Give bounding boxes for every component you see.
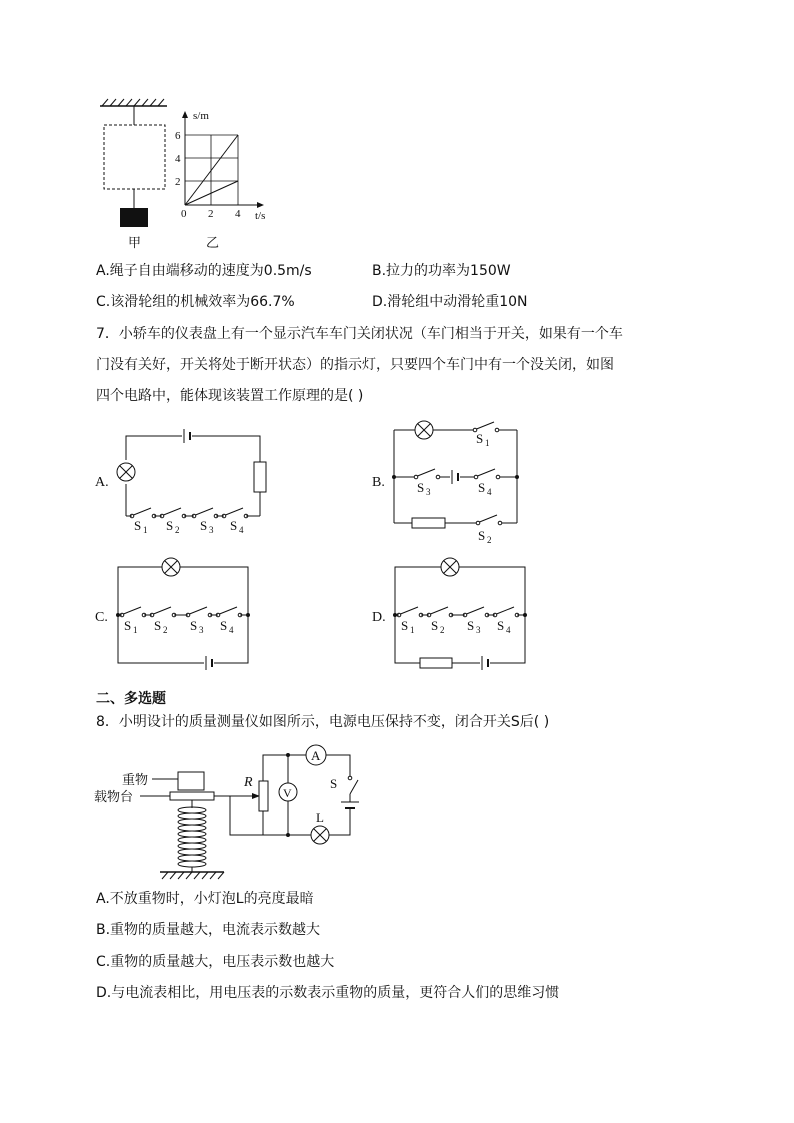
svg-text:2: 2 — [487, 535, 492, 545]
svg-text:1: 1 — [485, 438, 490, 448]
q8-option-b[interactable]: B.重物的质量越大，电流表示数越大 — [96, 922, 321, 938]
svg-text:1: 1 — [133, 625, 138, 635]
q8-stem: 8．小明设计的质量测量仪如图所示，电源电压保持不变，闭合开关S后( ) — [96, 714, 550, 730]
circuit-b-resistor — [412, 518, 445, 528]
svg-text:1: 1 — [143, 525, 148, 535]
graph-y-label: s/m — [193, 110, 209, 122]
circuit-b-label: B. — [372, 475, 385, 490]
svg-text:S: S — [134, 518, 142, 533]
q7-stem-line-1: 7．小轿车的仪表盘上有一个显示汽车车门关闭状况（车门相当于开关，如果有一个车 — [96, 326, 623, 342]
svg-text:S: S — [431, 618, 439, 633]
svg-text:S: S — [230, 518, 238, 533]
svg-text:S: S — [478, 480, 486, 495]
circuit-d-label: D. — [372, 610, 386, 625]
circuit-a-battery — [182, 428, 192, 444]
q6-figure — [90, 95, 290, 255]
graph-line-1 — [185, 135, 238, 205]
q6-option-d[interactable]: D.滑轮组中动滑轮重10N — [372, 294, 528, 310]
svg-text:4: 4 — [229, 625, 234, 635]
svg-text:4: 4 — [487, 487, 492, 497]
graph-line-2 — [185, 181, 238, 205]
weight-block — [120, 208, 148, 227]
svg-text:4: 4 — [506, 625, 511, 635]
graph-y-tick-2: 2 — [175, 176, 181, 188]
svg-text:S: S — [478, 528, 486, 543]
svg-text:S: S — [166, 518, 174, 533]
circuit-b-lamp — [415, 421, 433, 439]
fig-yi-label: 乙 — [206, 235, 220, 250]
graph-x-tick-2: 2 — [208, 208, 214, 220]
q6-option-c[interactable]: C.该滑轮组的机械效率为66.7% — [96, 294, 295, 310]
svg-text:S: S — [401, 618, 409, 633]
voltmeter-label: V — [283, 786, 292, 800]
q8-option-d[interactable]: D.与电流表相比，用电压表的示数表示重物的质量，更符合人们的思维习惯 — [96, 985, 560, 1001]
graph-x-label: t/s — [255, 210, 266, 222]
svg-text:1: 1 — [410, 625, 415, 635]
svg-text:S: S — [124, 618, 132, 633]
circuit-a-lamp — [117, 463, 135, 481]
circuit-a — [126, 436, 260, 516]
svg-text:3: 3 — [199, 625, 204, 635]
svg-text:S: S — [417, 480, 425, 495]
graph-y-tick-6: 6 — [175, 130, 181, 142]
platform-label: 载物台 — [94, 789, 134, 804]
svg-text:S: S — [497, 618, 505, 633]
circuit-d-resistor — [420, 658, 452, 668]
svg-text:S: S — [154, 618, 162, 633]
rheostat — [259, 781, 268, 811]
svg-text:S: S — [467, 618, 475, 633]
svg-text:S: S — [190, 618, 198, 633]
circuit-b-battery — [450, 469, 460, 485]
q8-figure — [90, 738, 380, 883]
lamp-l-label: L — [316, 810, 324, 825]
svg-text:2: 2 — [175, 525, 180, 535]
graph-y-tick-4: 4 — [175, 153, 181, 165]
lamp-l — [311, 826, 329, 844]
ammeter-label: A — [311, 748, 321, 763]
rheostat-label: R — [244, 775, 253, 790]
svg-text:S: S — [200, 518, 208, 533]
fig-jia-label: 甲 — [128, 235, 142, 250]
switch-s-label: S — [330, 776, 338, 791]
q6-option-a[interactable]: A.绳子自由端移动的速度为0.5m/s — [96, 263, 312, 279]
svg-text:S: S — [476, 431, 484, 446]
weight-label: 重物 — [122, 772, 149, 787]
circuit-d-lamp — [441, 558, 459, 576]
svg-text:3: 3 — [209, 525, 214, 535]
circuit-c-battery — [204, 655, 214, 670]
q7-stem-line-2: 门没有关好，开关将处于断开状态）的指示灯，只要四个车门中有一个没关闭，如图 — [96, 357, 614, 373]
q8-option-a[interactable]: A.不放重物时，小灯泡L的亮度最暗 — [96, 891, 314, 907]
svg-text:2: 2 — [440, 625, 445, 635]
circuit-c-lamp — [162, 558, 180, 576]
circuit-c-label: C. — [95, 610, 108, 625]
q7-circuits — [90, 420, 540, 670]
circuit-d-battery — [480, 655, 490, 670]
q6-option-b[interactable]: B.拉力的功率为150W — [372, 263, 511, 279]
section-2-title: 二、多选题 — [96, 691, 166, 707]
circuit-a-resistor — [254, 462, 266, 492]
svg-text:S: S — [220, 618, 228, 633]
svg-text:4: 4 — [239, 525, 244, 535]
svg-text:3: 3 — [476, 625, 481, 635]
svg-text:3: 3 — [426, 487, 431, 497]
graph-x-tick-4: 4 — [235, 208, 241, 220]
svg-text:2: 2 — [163, 625, 168, 635]
graph-x-tick-0: 0 — [181, 208, 187, 220]
q7-stem-line-3: 四个电路中，能体现该装置工作原理的是( ) — [96, 388, 364, 404]
circuit-a-label: A. — [95, 475, 109, 490]
q8-option-c[interactable]: C.重物的质量越大，电压表示数也越大 — [96, 954, 335, 970]
